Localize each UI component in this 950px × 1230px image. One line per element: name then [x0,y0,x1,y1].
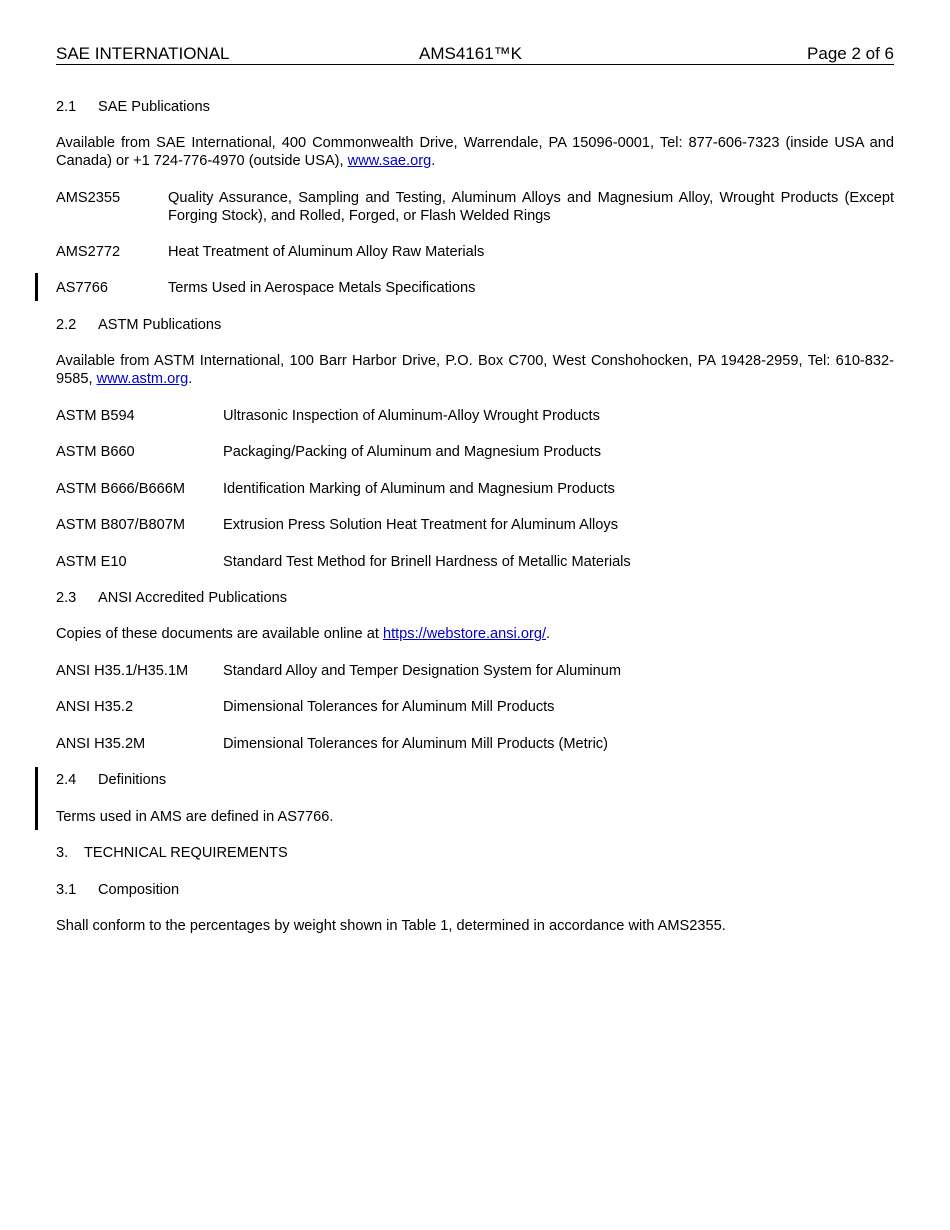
section-2-3-heading [56,589,287,607]
section-number: 3. [56,845,69,861]
section-number: 2.3 [56,590,77,606]
reference-title: Standard Alloy and Temper Designation System for Aluminum [223,663,622,679]
section-number: 2.4 [56,772,77,788]
section-title: ANSI Accredited Publications [98,590,288,606]
section-2-4-heading [56,771,166,789]
page-header [56,44,894,65]
reference-title: Dimensional Tolerances for Aluminum Mill Products (Metric) [223,736,608,752]
reference-title: Quality Assurance, Sampling and Testing, Aluminum Alloys and Magnesium Alloy, Wrought Products (Except Forging Stock), and Rolled, Forged, or Flash Welded Rings [168,190,894,224]
section-title: SAE Publications [98,99,210,115]
reference-code: ASTM B660 [56,444,135,460]
section-title: ASTM Publications [98,317,222,333]
reference-title: Terms Used in Aerospace Metals Specifications [168,280,476,296]
reference-title: Standard Test Method for Brinell Hardness of Metallic Materials [223,554,631,570]
section-2-2-intro: Available from ASTM International, 100 Barr Harbor Drive, P.O. Box C700, West Conshohocken, PA 19428-2959, Tel: 610-832-9585, www.astm.org. [56,353,894,387]
reference-title: Dimensional Tolerances for Aluminum Mill Products [223,699,555,715]
reference-code: ASTM B807/B807M [56,517,185,533]
astm-website-link[interactable]: www.astm.org [96,371,189,387]
section-title: TECHNICAL REQUIREMENTS [84,845,288,861]
reference-title: Extrusion Press Solution Heat Treatment for Aluminum Alloys [223,517,619,533]
section-number: 2.1 [56,99,77,115]
section-2-1-intro: Available from SAE International, 400 Commonwealth Drive, Warrendale, PA 15096-0001, Tel: 877-606-7323 (inside USA and Canada) or +1 724-776-4970 (outside USA), www.sae.org. [56,135,894,169]
section-number: 3.1 [56,882,77,898]
section-title: Composition [98,882,180,898]
ansi-webstore-link[interactable]: https://webstore.ansi.org/ [382,626,546,642]
reference-title: Ultrasonic Inspection of Aluminum-Alloy Wrought Products [223,408,600,424]
reference-code: AS7766 [56,280,108,296]
section-3-heading [56,844,288,862]
section-2-2-heading [56,316,221,334]
reference-code: ANSI H35.1/H35.1M [56,663,189,679]
reference-code: AMS2355 [56,190,121,206]
change-bar [35,767,38,830]
reference-code: ANSI H35.2M [56,736,146,752]
reference-code: ASTM B666/B666M [56,481,185,497]
header-org: SAE INTERNATIONAL [56,44,230,63]
sae-website-link[interactable]: www.sae.org [347,153,432,169]
change-bar [35,273,38,301]
section-2-4-text: Terms used in AMS are defined in AS7766. [56,809,334,825]
section-3-1-heading [56,881,179,899]
reference-row [56,189,894,225]
section-title: Definitions [98,772,167,788]
reference-code: ASTM B594 [56,408,135,424]
reference-row [56,279,894,297]
reference-title: Identification Marking of Aluminum and Magnesium Products [223,481,615,497]
reference-code: ANSI H35.2 [56,699,134,715]
reference-title: Heat Treatment of Aluminum Alloy Raw Materials [168,244,485,260]
header-doc-id: AMS4161™K [419,44,522,63]
reference-code: ASTM E10 [56,554,127,570]
section-3-1-text: Shall conform to the percentages by weight shown in Table 1, determined in accordance with AMS2355. [56,918,726,934]
section-number: 2.2 [56,317,77,333]
section-2-3-intro: Copies of these documents are available online at https://webstore.ansi.org/. [56,626,551,642]
reference-title: Packaging/Packing of Aluminum and Magnesium Products [223,444,602,460]
reference-row [56,243,894,261]
header-page-number: Page 2 of 6 [807,44,894,63]
reference-code: AMS2772 [56,244,121,260]
section-2-1-heading [56,98,210,116]
